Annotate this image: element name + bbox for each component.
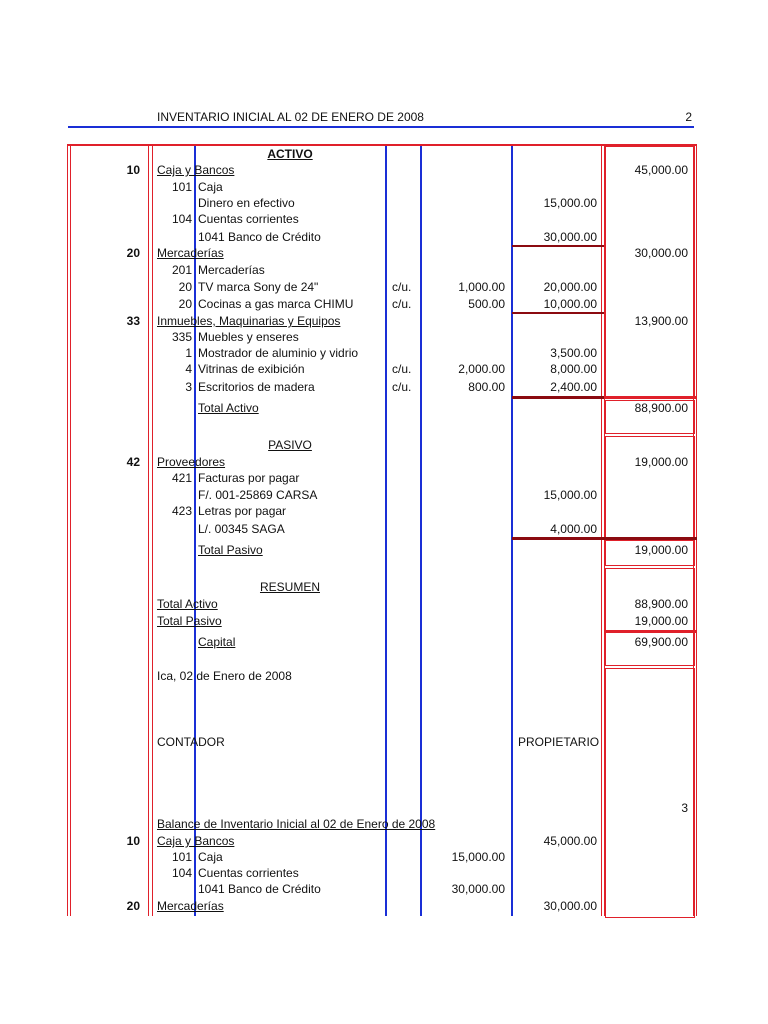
subaccount-name: Mercaderías <box>198 263 265 277</box>
column-rule <box>420 144 422 916</box>
section-heading-pasivo: PASIVO <box>268 438 312 452</box>
column-rule <box>152 144 153 916</box>
page-number: 2 <box>685 110 692 124</box>
total-box <box>605 668 695 918</box>
section-heading-resumen: RESUMEN <box>259 580 320 594</box>
item-price: 500.00 <box>468 297 505 311</box>
total-box <box>605 436 695 538</box>
subaccount-name: Cuentas corrientes <box>198 866 299 880</box>
item-name: Dinero en efectivo <box>198 196 295 210</box>
header-rule <box>68 126 694 128</box>
account-name: Proveedores <box>157 455 226 469</box>
subaccount-name: Muebles y enseres <box>198 330 299 344</box>
item-name: L/. 00345 SAGA <box>198 522 285 536</box>
item-unit: c/u. <box>392 280 412 294</box>
resumen-total-pasivo-value: 19,000.00 <box>634 614 688 628</box>
account-total: 13,900.00 <box>634 314 688 328</box>
account-code: 42 <box>126 455 140 469</box>
item-name: Mostrador de aluminio y vidrio <box>198 346 359 360</box>
subaccount-code: 335 <box>171 330 192 344</box>
account-name: Caja y Bancos <box>157 834 235 848</box>
subaccount-amount: 15,000.00 <box>451 850 505 864</box>
item-amount: 15,000.00 <box>543 488 597 502</box>
subaccount-code: 201 <box>171 263 192 277</box>
resumen-total-activo-label: Total Activo <box>157 597 218 611</box>
page-title: INVENTARIO INICIAL AL 02 DE ENERO DE 2008 <box>157 110 424 124</box>
item-amount: 15,000.00 <box>543 196 597 210</box>
item-unit: c/u. <box>392 297 412 311</box>
item-name: 1041 Banco de Crédito <box>198 882 321 896</box>
resumen-total-activo-value: 88,900.00 <box>634 597 688 611</box>
total-pasivo-value: 19,000.00 <box>634 543 688 557</box>
account-code: 10 <box>126 163 140 177</box>
subaccount-code: 101 <box>171 180 192 194</box>
subaccount-name: Caja <box>198 850 223 864</box>
column-rule <box>67 144 68 916</box>
total-pasivo-label: Total Pasivo <box>198 543 263 557</box>
account-name: Mercaderías <box>157 899 224 913</box>
place-date: Ica, 02 de Enero de 2008 <box>157 669 292 683</box>
contador-signature: CONTADOR <box>157 735 225 749</box>
capital-value: 69,900.00 <box>634 635 688 649</box>
account-total: 30,000.00 <box>634 246 688 260</box>
capital-label: Capital <box>198 635 236 649</box>
account-name: Caja y Bancos <box>157 163 235 177</box>
account-name: Inmuebles, Maquinarias y Equipos <box>157 314 341 328</box>
item-unit: c/u. <box>392 380 412 394</box>
column-rule <box>385 144 387 916</box>
total-rule <box>604 630 697 633</box>
column-rule <box>696 144 697 916</box>
column-rule <box>70 144 71 916</box>
subaccount-name: Facturas por pagar <box>198 471 300 485</box>
item-qty: 1 <box>185 346 192 360</box>
item-amount: 3,500.00 <box>550 346 597 360</box>
subaccount-code: 101 <box>171 850 192 864</box>
item-amount: 2,400.00 <box>550 380 597 394</box>
account-total: 19,000.00 <box>634 455 688 469</box>
propietario-signature: PROPIETARIO <box>518 735 600 749</box>
subaccount-code: 104 <box>171 212 192 226</box>
subtotal-rule <box>512 396 604 399</box>
total-activo-label: Total Activo <box>198 401 259 415</box>
item-qty: 4 <box>185 362 192 376</box>
subaccount-name: Letras por pagar <box>198 504 287 518</box>
page-number: 3 <box>681 801 688 815</box>
total-rule <box>604 537 697 540</box>
subaccount-code: 421 <box>171 471 192 485</box>
account-total: 45,000.00 <box>543 834 597 848</box>
account-total: 45,000.00 <box>634 163 688 177</box>
item-name: F/. 001-25869 CARSA <box>198 488 318 502</box>
account-name: Mercaderías <box>157 246 224 260</box>
account-code: 20 <box>126 246 140 260</box>
account-total: 30,000.00 <box>543 899 597 913</box>
section-heading-activo: ACTIVO <box>267 147 313 161</box>
item-name: Cocinas a gas marca CHIMU <box>198 297 354 311</box>
table-top-rule <box>67 144 697 146</box>
account-code: 20 <box>126 899 140 913</box>
subtotal-rule <box>512 245 604 247</box>
resumen-total-pasivo-label: Total Pasivo <box>157 614 222 628</box>
subaccount-name: Cuentas corrientes <box>198 212 299 226</box>
item-price: 800.00 <box>468 380 505 394</box>
item-name: Vitrinas de exibición <box>198 362 305 376</box>
total-rule <box>604 396 697 399</box>
subaccount-code: 423 <box>171 504 192 518</box>
item-unit: c/u. <box>392 362 412 376</box>
subtotal-rule <box>512 312 604 314</box>
total-activo-value: 88,900.00 <box>634 401 688 415</box>
column-rule <box>148 144 149 916</box>
total-box <box>605 146 695 398</box>
item-price: 1,000.00 <box>458 280 505 294</box>
item-name: 1041 Banco de Crédito <box>198 230 321 244</box>
item-amount: 30,000.00 <box>543 230 597 244</box>
item-qty: 20 <box>178 280 192 294</box>
item-amount: 30,000.00 <box>451 882 505 896</box>
item-name: TV marca Sony de 24" <box>198 280 319 294</box>
item-amount: 20,000.00 <box>543 280 597 294</box>
item-amount: 10,000.00 <box>543 297 597 311</box>
subtotal-rule <box>512 537 604 540</box>
item-name: Escritorios de madera <box>198 380 315 394</box>
item-price: 2,000.00 <box>458 362 505 376</box>
subaccount-code: 104 <box>171 866 192 880</box>
item-qty: 3 <box>185 380 192 394</box>
item-qty: 20 <box>178 297 192 311</box>
balance-title: Balance de Inventario Inicial al 02 de Enero de 2008 <box>157 817 436 831</box>
subaccount-name: Caja <box>198 180 223 194</box>
item-amount: 8,000.00 <box>550 362 597 376</box>
account-code: 33 <box>126 314 140 328</box>
account-code: 10 <box>126 834 140 848</box>
item-amount: 4,000.00 <box>550 522 597 536</box>
